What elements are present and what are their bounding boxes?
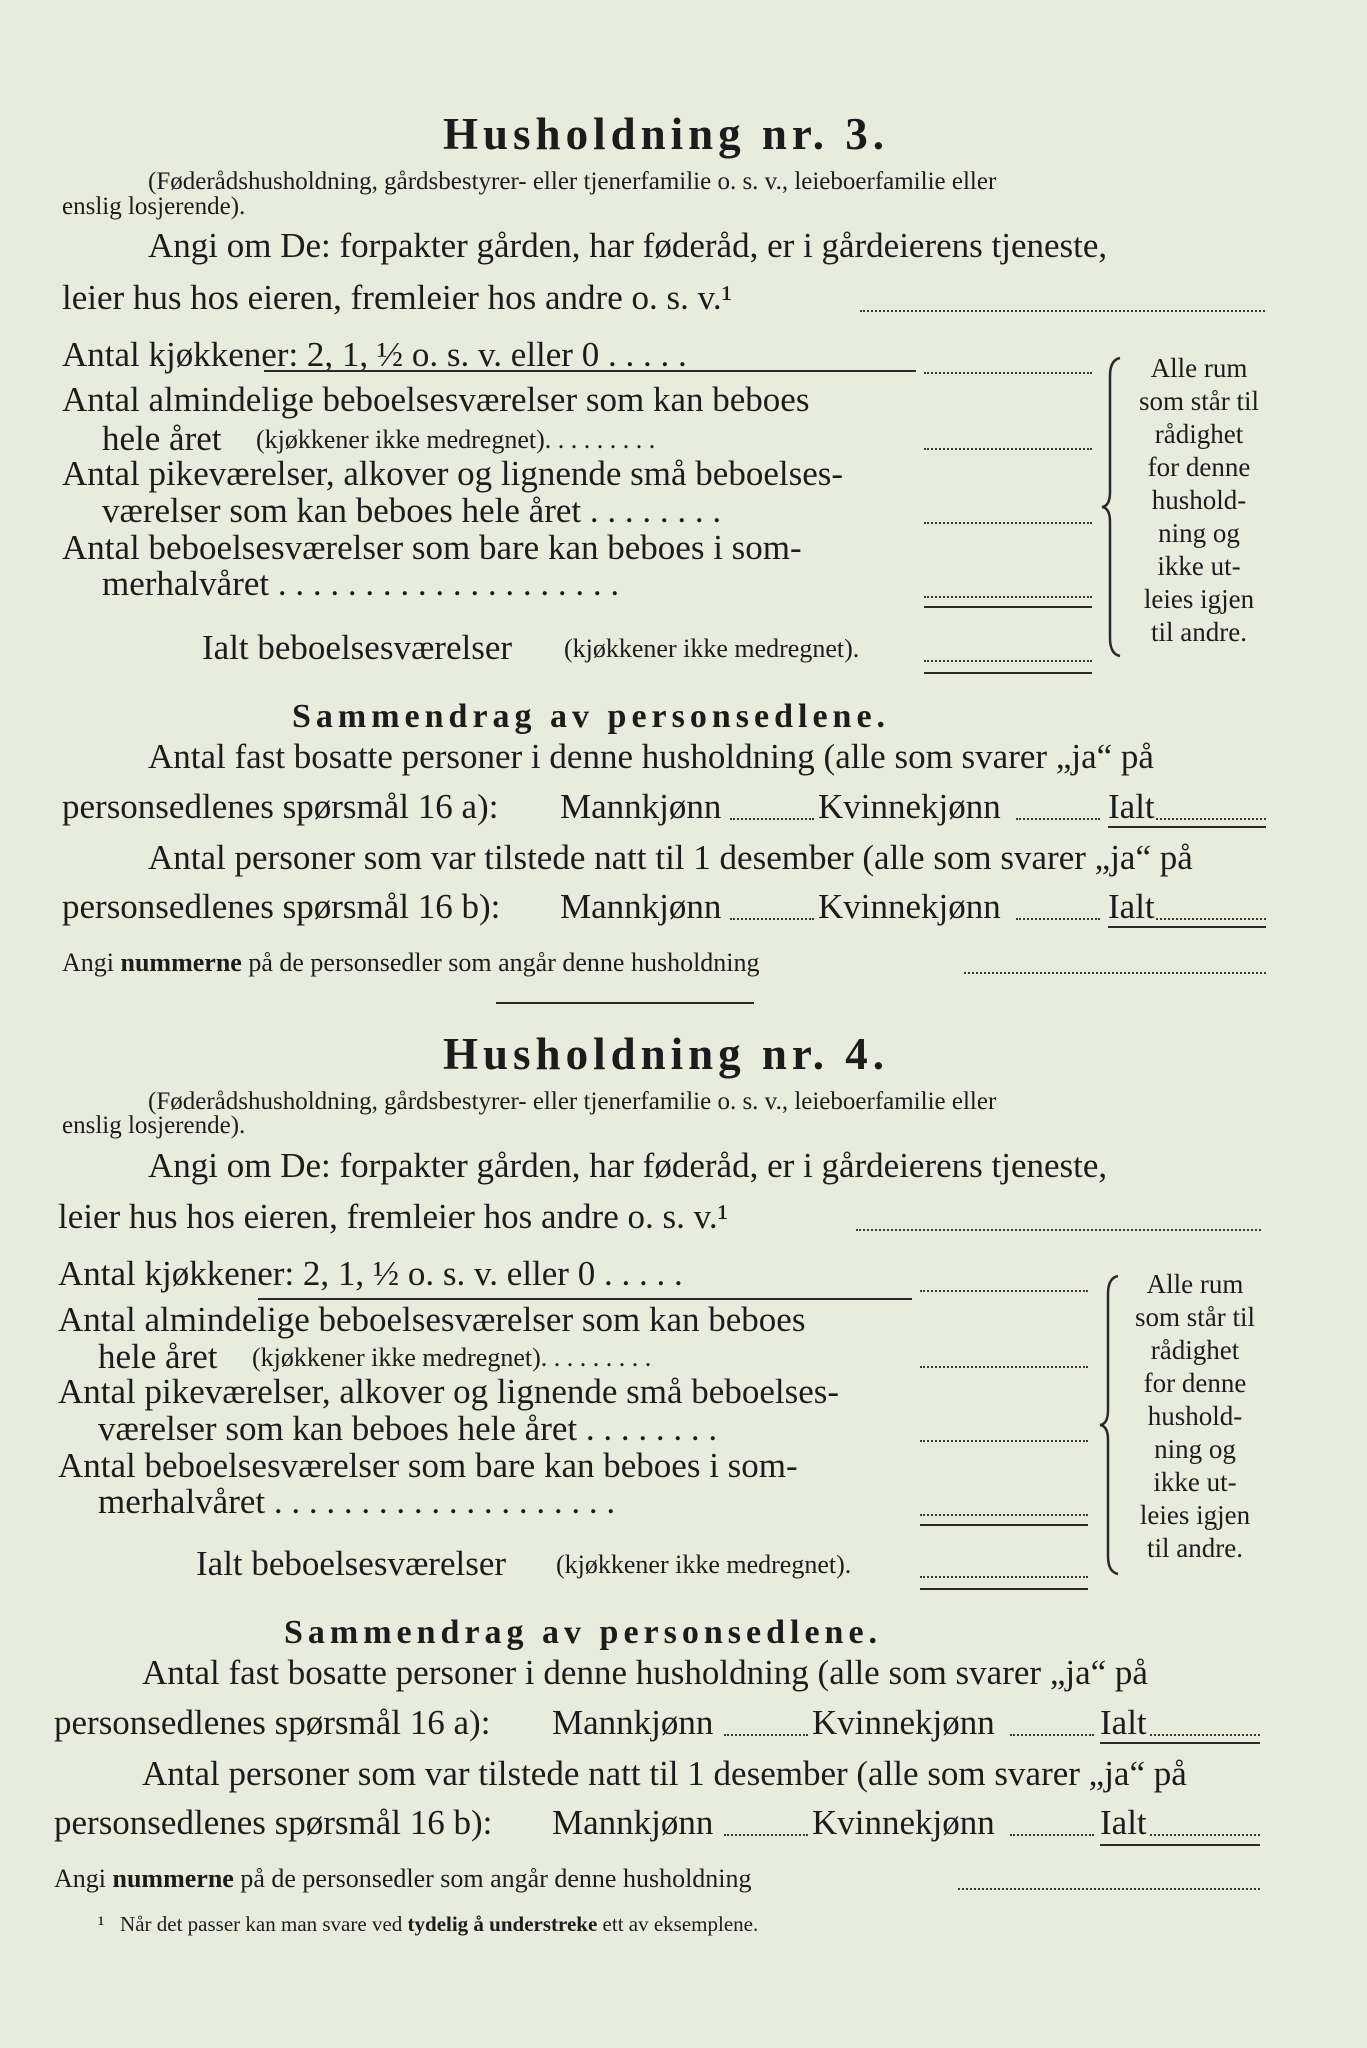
household-3-resident-line2: personsedlenes spørsmål 16 a):	[62, 787, 499, 826]
household-3-rooms-line2: hele året	[102, 419, 222, 458]
household-3-resident-male-field[interactable]	[730, 818, 814, 820]
side-note-line: rådighet	[1150, 1335, 1240, 1365]
household-4-tenure-answer-line[interactable]	[856, 1229, 1261, 1231]
household-4-total-rooms-label: Ialt beboelsesværelser	[196, 1544, 507, 1583]
household-3-total-rooms-rule	[924, 672, 1092, 674]
household-3-kitchens-answer-line[interactable]	[924, 372, 1092, 374]
household-3-maid-line2: værelser som kan beboes hele året . . . . . . . .	[102, 491, 722, 530]
household-4-side-note	[1120, 1268, 1270, 1565]
household-4-maid-line1: Antal pikeværelser, alkover og lignende små beboelses-	[58, 1372, 840, 1411]
household-4-resident-male-label: Mannkjønn	[552, 1703, 714, 1742]
footnote-marker: ¹	[98, 1912, 105, 1936]
household-4-resident-line2: personsedlenes spørsmål 16 a):	[54, 1703, 491, 1742]
household-4-brace-icon	[1096, 1274, 1122, 1576]
side-note-line: hushold-	[1151, 485, 1247, 515]
household-3-present-line2: personsedlenes spørsmål 16 b):	[62, 887, 501, 926]
household-4-resident-total-label: Ialt	[1100, 1703, 1147, 1742]
household-4-present-total-label: Ialt	[1100, 1803, 1147, 1842]
numbers-bold: nummerne	[120, 948, 242, 977]
household-3-rooms-answer-line[interactable]	[924, 448, 1092, 450]
household-3-rooms-line1: Antal almindelige beboelsesværelser som kan beboes	[62, 380, 810, 419]
household-3-summer-line2: merhalvåret . . . . . . . . . . . . . . . . . . . .	[102, 564, 620, 603]
household-3-question-line2: leier hus hos eieren, fremleier hos andre o. s. v.¹	[62, 278, 733, 317]
household-3-present-male-field[interactable]	[730, 918, 814, 920]
household-4-question-line2: leier hus hos eieren, fremleier hos andre o. s. v.¹	[58, 1197, 729, 1236]
household-4-resident-total-field[interactable]	[1150, 1734, 1260, 1736]
household-4-title: Husholdning nr. 4.	[443, 1029, 890, 1079]
household-3-maid-line1: Antal pikeværelser, alkover og lignende små beboelses-	[62, 454, 844, 493]
household-3-summer-line1: Antal beboelsesværelser som bare kan beboes i som-	[62, 528, 802, 567]
household-4-kitchens-label: Antal kjøkkener: 2, 1, ½ o. s. v. eller 0 . . . . .	[58, 1254, 683, 1293]
household-3-present-total-label: Ialt	[1108, 887, 1155, 926]
household-4-maid-line2: værelser som kan beboes hele året . . . . . . . .	[98, 1409, 718, 1448]
household-4-note-line1: (Føderådshusholdning, gårdsbestyrer- eller tjenerfamilie o. s. v., leieboerfamilie eller	[148, 1088, 997, 1115]
household-3-total-rooms-label: Ialt beboelsesværelser	[202, 628, 513, 667]
footnote-suffix: ett av eksemplene.	[602, 1912, 759, 1936]
section-divider	[496, 1002, 754, 1004]
household-4-summer-line2: merhalvåret . . . . . . . . . . . . . . . . . . . .	[98, 1482, 616, 1521]
household-3-resident-line1: Antal fast bosatte personer i denne husholdning (alle som svarer „ja“ på	[148, 737, 1154, 776]
side-note-line: for denne	[1143, 1368, 1247, 1398]
household-3-summer-answer-line[interactable]	[924, 596, 1092, 598]
side-note-line: leies igjen	[1139, 1500, 1251, 1530]
household-4-resident-total-rule	[1100, 1742, 1260, 1744]
side-note-line: Alle rum	[1146, 1269, 1244, 1299]
household-4-note-line2: enslig losjerende).	[62, 1112, 246, 1139]
household-4-rooms-line1: Antal almindelige beboelsesværelser som kan beboes	[58, 1300, 806, 1339]
household-4-rooms-line2-note: (kjøkkener ikke medregnet). . . . . . . . .	[252, 1343, 652, 1372]
household-4-summer-answer-line[interactable]	[920, 1514, 1088, 1516]
side-note-line: som står til	[1139, 386, 1259, 416]
household-3-tenure-answer-line[interactable]	[860, 310, 1265, 312]
household-3-present-total-rule	[1108, 926, 1266, 928]
household-3-note-line2: enslig losjerende).	[62, 193, 246, 220]
household-3-resident-total-label: Ialt	[1108, 787, 1155, 826]
side-note-line: Alle rum	[1150, 353, 1248, 383]
numbers-prefix: Angi	[62, 948, 114, 977]
household-4-resident-male-field[interactable]	[724, 1734, 808, 1736]
household-3-resident-total-rule	[1108, 826, 1266, 828]
household-3-numbers-field[interactable]	[964, 972, 1266, 974]
household-3-side-note	[1124, 352, 1274, 649]
household-4-resident-female-label: Kvinnekjønn	[812, 1703, 995, 1742]
household-3-resident-female-field[interactable]	[1016, 818, 1100, 820]
numbers-suffix: på de personsedler som angår denne husholdning	[240, 1864, 752, 1893]
household-4-rooms-line2: hele året	[98, 1337, 218, 1376]
household-4-numbers-field[interactable]	[958, 1888, 1260, 1890]
numbers-suffix: på de personsedler som angår denne husholdning	[248, 948, 760, 977]
side-note-line: rådighet	[1154, 419, 1244, 449]
side-note-line: ning og	[1154, 1434, 1236, 1464]
household-4-maid-answer-line[interactable]	[920, 1440, 1088, 1442]
household-4-present-line1: Antal personer som var tilstede natt til 1 desember (alle som svarer „ja“ på	[142, 1754, 1187, 1793]
household-3-numbers-label	[62, 948, 760, 978]
side-note-line: som står til	[1135, 1302, 1255, 1332]
household-4-present-total-rule	[1100, 1844, 1260, 1846]
household-4-sum-rule	[920, 1524, 1088, 1526]
household-4-present-female-label: Kvinnekjønn	[812, 1803, 995, 1842]
household-4-resident-female-field[interactable]	[1010, 1734, 1094, 1736]
household-4-kitchens-answer-line[interactable]	[920, 1290, 1088, 1292]
household-3-total-rooms-note: (kjøkkener ikke medregnet).	[564, 634, 860, 663]
household-3-title: Husholdning nr. 3.	[443, 109, 890, 159]
side-note-line: til andre.	[1151, 617, 1247, 647]
household-3-present-male-label: Mannkjønn	[560, 887, 722, 926]
household-4-numbers-label	[54, 1864, 752, 1894]
household-3-question-line1: Angi om De: forpakter gården, har føderåd, er i gårdeierens tjeneste,	[148, 226, 1108, 265]
household-3-maid-answer-line[interactable]	[924, 522, 1092, 524]
household-4-total-rooms-answer-line[interactable]	[920, 1576, 1088, 1578]
household-4-resident-line1: Antal fast bosatte personer i denne husholdning (alle som svarer „ja“ på	[142, 1653, 1148, 1692]
side-note-line: hushold-	[1147, 1401, 1243, 1431]
household-3-resident-female-label: Kvinnekjønn	[818, 787, 1001, 826]
side-note-line: for denne	[1147, 452, 1251, 482]
footnote-prefix: Når det passer kan man svare ved	[120, 1912, 403, 1936]
household-3-present-line1: Antal personer som var tilstede natt til 1 desember (alle som svarer „ja“ på	[148, 838, 1193, 877]
household-4-present-male-label: Mannkjønn	[552, 1803, 714, 1842]
household-4-present-total-field[interactable]	[1150, 1834, 1260, 1836]
household-4-summary-title: Sammendrag av personsedlene.	[284, 1614, 883, 1651]
side-note-line: ikke ut-	[1157, 551, 1241, 581]
household-3-sum-rule	[924, 606, 1092, 608]
household-3-brace-icon	[1098, 356, 1124, 658]
household-3-kitchens-label: Antal kjøkkener: 2, 1, ½ o. s. v. eller 0 . . . . .	[62, 335, 687, 374]
household-3-rooms-line2-note: (kjøkkener ikke medregnet). . . . . . . . .	[256, 425, 656, 454]
household-3-present-female-label: Kvinnekjønn	[818, 887, 1001, 926]
household-4-total-rooms-note: (kjøkkener ikke medregnet).	[556, 1550, 852, 1579]
household-4-summer-line1: Antal beboelsesværelser som bare kan beboes i som-	[58, 1446, 798, 1485]
household-4-rooms-answer-line[interactable]	[920, 1366, 1088, 1368]
footnote	[98, 1912, 758, 1937]
household-4-present-female-field[interactable]	[1010, 1834, 1094, 1836]
side-note-line: leies igjen	[1143, 584, 1255, 614]
household-3-kitchens-underline	[264, 370, 916, 372]
numbers-bold: nummerne	[112, 1864, 234, 1893]
household-3-resident-male-label: Mannkjønn	[560, 787, 722, 826]
footnote-bold: tydelig å understreke	[407, 1912, 598, 1936]
household-4-present-male-field[interactable]	[724, 1834, 808, 1836]
household-4-question-line1: Angi om De: forpakter gården, har føderåd, er i gårdeierens tjeneste,	[148, 1146, 1108, 1185]
household-3-present-total-field[interactable]	[1156, 918, 1266, 920]
household-3-summary-title: Sammendrag av personsedlene.	[292, 698, 891, 735]
household-4-present-line2: personsedlenes spørsmål 16 b):	[54, 1803, 493, 1842]
side-note-line: ning og	[1158, 518, 1240, 548]
household-3-total-rooms-answer-line[interactable]	[924, 660, 1092, 662]
side-note-line: til andre.	[1147, 1533, 1243, 1563]
numbers-prefix: Angi	[54, 1864, 106, 1893]
household-3-resident-total-field[interactable]	[1156, 818, 1266, 820]
household-3-note-line1: (Føderådshusholdning, gårdsbestyrer- eller tjenerfamilie o. s. v., leieboerfamilie eller	[148, 168, 997, 195]
household-4-total-rooms-rule	[920, 1588, 1088, 1590]
household-3-present-female-field[interactable]	[1016, 918, 1100, 920]
side-note-line: ikke ut-	[1153, 1467, 1237, 1497]
